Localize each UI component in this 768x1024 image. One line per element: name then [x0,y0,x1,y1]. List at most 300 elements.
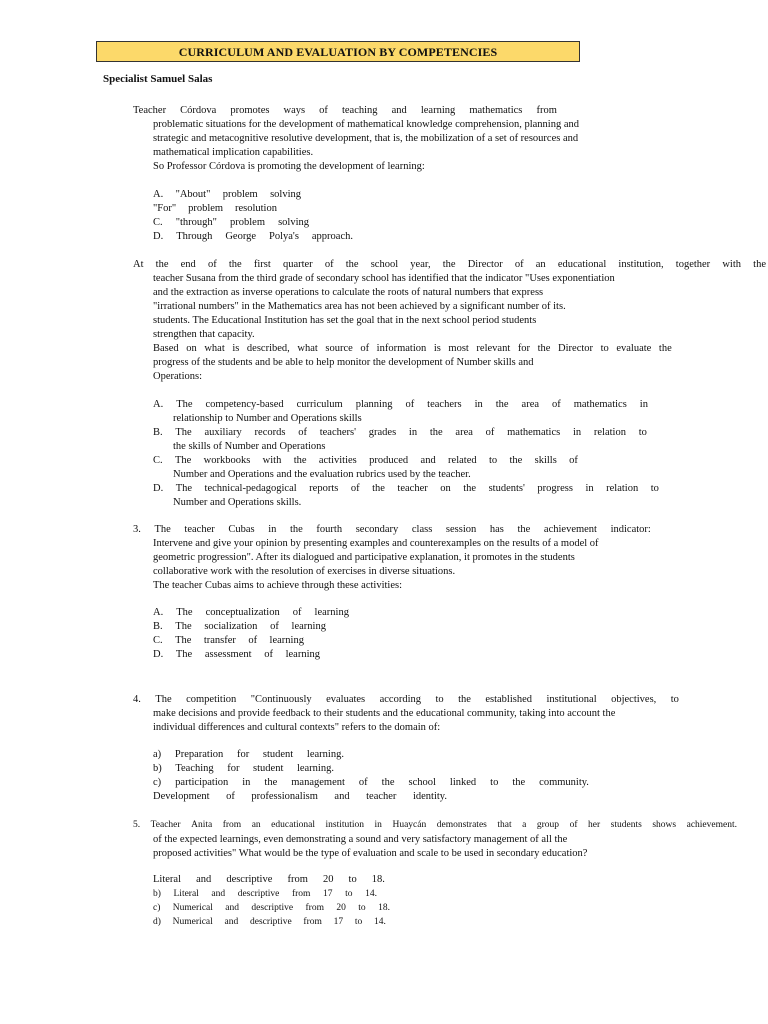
question-1-body [153,118,579,174]
word: student [262,749,294,760]
word: of [569,455,578,466]
option-c-continuation: Number and Operations and the evaluation rubrics used by the teacher. [173,469,471,480]
word: teachers' [319,427,356,438]
question-3-body [153,537,599,593]
question-4-body [153,707,615,735]
option-b [153,426,647,440]
question-3-line: collaborative work with the resolution of exercises in diverse situations. [153,566,456,577]
word: Director [558,343,594,354]
word: with [262,455,282,466]
word: with [722,259,742,270]
word: learning [420,105,456,116]
word: Literal [153,874,181,885]
option-d [153,482,659,496]
option-c [153,634,304,648]
question-3-first-line [133,523,651,537]
word: the [228,259,242,270]
word: to [358,903,366,913]
question-2-line: and the extraction as inverse operations to calculate the roots of natural numbers that express [153,287,544,298]
word: "Continuously [250,694,312,705]
word: mathematics [507,427,561,438]
word: fourth [316,524,343,535]
word: descriptive [249,917,292,927]
question-1-line: So Professor Córdova is promoting the development of learning: [153,161,425,172]
word: relation [593,427,626,438]
word: and [224,917,239,927]
question-5-options-rest [153,887,390,929]
word: source [325,343,353,354]
word: skills [534,455,557,466]
question-2-body [153,272,615,342]
word: of [324,259,334,270]
word: the [381,777,395,788]
question-2-line: teacher Susana from the third grade of secondary school has identified that the indicator "Uses exponentiation [153,273,615,284]
word: objectives, [611,694,657,705]
word: progress [537,483,573,494]
word: descriptive [226,874,273,885]
word: professionalism [251,791,318,802]
word: the [442,259,456,270]
option-c [153,454,578,468]
word: Teacher [150,820,181,830]
word: workbooks [203,455,251,466]
word: relation [606,483,639,494]
question-5-line: of the expected learnings, even demonstrating a sound and very satisfactory management of all the [153,834,568,845]
word: indicator: [610,524,651,535]
word: 18. [371,874,385,885]
word: Huaycán [392,820,427,830]
question-3-line: geometric progression". After its dialogued and participative explanation, it promotes in the students [153,552,575,563]
word: area [455,427,473,438]
word: C. [153,217,163,228]
word: The [175,635,192,646]
option-b [153,887,377,901]
word: from [287,874,308,885]
word: according [379,694,421,705]
word: to [345,889,353,899]
word: the [753,259,766,270]
word: group [536,820,560,830]
question-5-options [153,873,385,887]
word: in [408,427,418,438]
option-a [153,398,648,412]
word: session [445,524,477,535]
question-3-line: Intervene and give your opinion by presenting examples and counterexamples on the results of a model of [153,538,599,549]
word: Anita [191,820,213,830]
word: students' [488,483,525,494]
word: quarter [282,259,313,270]
word: teaching [341,105,378,116]
word: related [448,455,477,466]
word: descriptive [237,889,280,899]
word: activities [318,455,357,466]
question-4-options [153,748,589,804]
option-b [153,762,334,776]
word: in [572,427,582,438]
word: 4. [133,694,141,705]
word: The [175,621,192,632]
word: grades [368,427,397,438]
option-c [153,216,309,230]
word: on [186,343,197,354]
word: The [175,483,193,494]
word: class [411,524,433,535]
word: shows [652,820,677,830]
option-a [153,606,349,620]
word: what [297,343,318,354]
word: of [485,427,495,438]
question-5 [133,818,737,832]
word: is [433,343,441,354]
word: of [569,820,578,830]
word: from [291,889,311,899]
word: "For" [153,203,177,214]
word: institution [325,820,365,830]
word: At [133,259,144,270]
word: area [521,399,540,410]
word: and [211,889,226,899]
word: solving [278,217,309,228]
option-a [153,873,385,887]
word: "About" [175,189,211,200]
word: information [376,343,427,354]
word: her [588,820,601,830]
word: school [408,777,436,788]
word: from [303,917,322,927]
question-3-options [153,606,349,662]
option-c [153,776,589,790]
word: participation [175,777,229,788]
word: and [391,105,407,116]
question-2-prompt [153,342,672,384]
word: on [440,483,451,494]
word: institution, [618,259,664,270]
word: to [600,343,609,354]
word: teacher [366,791,397,802]
word: the [658,343,672,354]
word: auxiliary [204,427,242,438]
word: of [207,259,217,270]
word: of [270,621,279,632]
word: 17 [323,889,333,899]
word: the [517,524,531,535]
word: Teaching [175,763,214,774]
word: of [292,607,302,618]
word: learning [291,621,326,632]
word: d) [153,917,161,927]
word: achievement. [686,820,737,830]
word: produced [369,455,409,466]
word: for [236,749,250,760]
word: and [334,791,350,802]
option-c [153,901,390,915]
question-1-line: strategic and metacognitive resolutive development, that is, the mobilization of a set of resources and [153,133,579,144]
word: reports [309,483,339,494]
word: problem [222,189,258,200]
word: Through [176,231,213,242]
word: to [490,777,499,788]
word: The [175,427,192,438]
word: competition [186,694,237,705]
option-d [153,230,353,244]
word: to [435,694,444,705]
word: described, [246,343,290,354]
word: in [639,399,648,410]
word: records [254,427,286,438]
option-a [153,188,301,202]
question-3 [133,523,651,537]
word: in [585,483,594,494]
word: 20 [322,874,334,885]
question-2-line: strengthen that capacity. [153,329,255,340]
word: of [350,483,360,494]
word: linked [449,777,477,788]
word: 14. [374,917,386,927]
word: Numerical [172,903,213,913]
option-d [153,915,386,929]
word: students [610,820,642,830]
word: competency-based [205,399,284,410]
word: community. [539,777,589,788]
word: is [232,343,240,354]
word: A. [153,607,164,618]
option-d [153,648,320,662]
word: from [305,903,324,913]
word: mathematics [573,399,627,410]
word: 17 [333,917,344,927]
word: The [176,399,193,410]
word: transfer [203,635,236,646]
word: technical-pedagogical [204,483,297,494]
word: what [204,343,225,354]
word: D. [153,231,164,242]
word: The [154,524,171,535]
word: "through" [175,217,217,228]
word: Based [153,343,179,354]
word: has [489,524,504,535]
word: to [650,483,659,494]
question-2-line: progress of the students and be able to help monitor the development of Number skills and [153,357,534,368]
question-2-line: Operations: [153,371,202,382]
word: of [405,399,415,410]
question-4 [133,693,679,707]
word: an [251,820,261,830]
word: Córdova [180,105,217,116]
word: A. [153,189,164,200]
word: to [670,694,679,705]
word: in [474,399,483,410]
word: an [535,259,546,270]
word: established [485,694,533,705]
word: secondary [355,524,399,535]
word: A. [153,399,164,410]
word: a) [153,749,162,760]
word: b) [153,889,161,899]
word: c) [153,777,162,788]
document-title: CURRICULUM AND EVALUATION BY COMPETENCIES [96,41,580,62]
word: of [552,399,561,410]
word: Literal [173,889,199,899]
word: of [248,635,258,646]
word: the [429,427,443,438]
word: Cubas [228,524,255,535]
word: together [675,259,711,270]
word: 20 [336,903,346,913]
word: and [420,455,436,466]
word: the [463,483,477,494]
word: The [176,607,193,618]
word: B. [153,621,163,632]
word: promotes [230,105,270,116]
option-d [153,790,447,804]
word: of [264,649,273,660]
option-a-continuation: relationship to Number and Operations skills [173,413,362,424]
author-name: Specialist Samuel Salas [103,73,213,85]
word: approach. [311,231,353,242]
word: student [253,763,284,774]
word: the [372,483,385,494]
word: The [155,694,172,705]
word: curriculum [296,399,343,410]
word: in [242,777,251,788]
option-d-continuation: Number and Operations skills. [173,497,302,508]
word: C. [153,455,163,466]
word: for [517,343,531,354]
question-2-prompt-line [153,342,672,356]
word: achievement [543,524,597,535]
word: teachers [427,399,462,410]
question-2-line: students. The Educational Institution has set the goal that in the next school period students [153,315,537,326]
word: identity. [412,791,447,802]
word: the [264,777,278,788]
word: the [458,694,471,705]
word: b) [153,763,162,774]
word: evaluate [616,343,652,354]
word: management [291,777,345,788]
option-b [153,620,326,634]
word: of [226,791,235,802]
word: mathematics [469,105,523,116]
word: of [298,427,307,438]
question-5-line: proposed activities" What would be the type of evaluation and scale to be used in secondary education? [153,848,588,859]
word: socialization [204,621,258,632]
question-2-first-line [133,258,766,272]
question-5-body [153,833,587,861]
word: end [180,259,196,270]
question-4-line: individual differences and cultural contexts" refers to the domain of: [153,722,441,733]
option-a [153,748,344,762]
word: from [222,820,242,830]
question-1-line: problematic situations for the development of mathematical knowledge comprehension, planning and [153,119,580,130]
word: the [537,343,551,354]
word: D. [153,483,164,494]
word: D. [153,649,164,660]
word: of [358,777,368,788]
word: planning [355,399,393,410]
option-b [153,202,277,216]
word: educational [271,820,315,830]
word: learning [269,635,304,646]
word: Numerical [172,917,213,927]
word: teacher [184,524,215,535]
question-1-options [153,188,355,244]
word: conceptualization [205,607,280,618]
word: relevant [476,343,511,354]
word: to [488,455,498,466]
word: Teacher [133,105,167,116]
word: the [293,455,307,466]
word: learning [314,607,349,618]
word: 5. [133,820,141,830]
word: school [370,259,399,270]
word: demonstrates [436,820,487,830]
word: C. [153,635,163,646]
word: to [354,917,363,927]
question-2-line: "irrational numbers" in the Mathematics area has not been achieved by a significant number of its. [153,301,566,312]
question-4-first-line [133,693,679,707]
word: c) [153,903,161,913]
word: teacher [397,483,428,494]
word: problem [230,217,266,228]
word: 18. [378,903,390,913]
word: in [374,820,382,830]
word: The [175,649,193,660]
word: the [495,399,509,410]
word: in [268,524,277,535]
word: B. [153,427,163,438]
word: evaluates [326,694,366,705]
word: learning [285,649,320,660]
word: for [227,763,240,774]
word: Development [153,791,210,802]
question-3-line: The teacher Cubas aims to achieve through these activities: [153,580,402,591]
word: and [196,874,212,885]
word: to [638,427,647,438]
word: of [514,259,524,270]
word: the [509,455,523,466]
question-1 [133,104,557,118]
word: the [512,777,526,788]
question-1-first-line [133,104,557,118]
question-2 [133,258,766,272]
word: first [253,259,271,270]
word: problem [188,203,224,214]
question-2-options [153,398,659,510]
word: the [289,524,303,535]
word: year, [410,259,431,270]
word: Preparation [174,749,224,760]
word: institutional [546,694,597,705]
word: from [536,105,557,116]
word: The [174,455,192,466]
word: learning. [296,763,334,774]
word: Director [467,259,503,270]
word: learning. [306,749,344,760]
word: assessment [204,649,252,660]
word: most [448,343,469,354]
word: educational [557,259,607,270]
option-b-continuation: the skills of Number and Operations [173,441,326,452]
question-1-line: mathematical implication capabilities. [153,147,314,158]
word: descriptive [251,903,294,913]
word: 14. [365,889,377,899]
word: the [155,259,169,270]
word: ways [283,105,306,116]
word: the [345,259,359,270]
word: resolution [234,203,277,214]
word: of [319,105,328,116]
word: to [348,874,357,885]
